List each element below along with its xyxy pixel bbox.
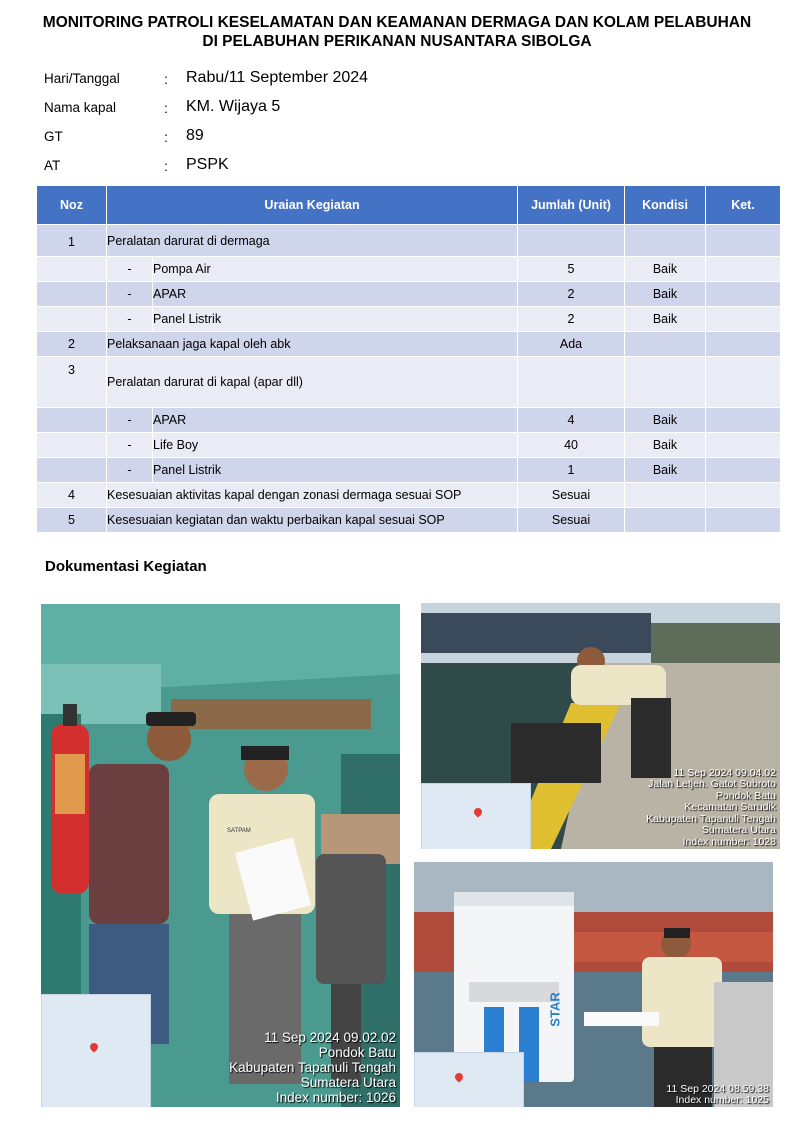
header-uraian: Uraian Kegiatan <box>107 186 518 225</box>
cell-ket <box>706 307 781 332</box>
stamp-street: Jalan Letjen. Gatot Subroto <box>648 778 776 790</box>
cell-jumlah <box>518 357 625 408</box>
cell-no: 3 <box>37 357 107 408</box>
info-colon: : <box>164 129 168 145</box>
info-label: Nama kapal <box>44 100 117 115</box>
cell-jumlah <box>518 225 625 257</box>
table-row <box>37 257 781 282</box>
info-label: Hari/Tanggal <box>44 71 120 86</box>
cell-item: Panel Listrik <box>153 458 518 483</box>
cell-jumlah: 1 <box>518 458 625 483</box>
cell-item: Kesesuaian kegiatan dan waktu perbaikan kapal sesuai SOP <box>107 508 518 533</box>
cell-jumlah: Sesuai <box>518 508 625 533</box>
monitoring-table <box>36 185 781 533</box>
cell-item: Pelaksanaan jaga kapal oleh abk <box>107 332 518 357</box>
cell-ket <box>706 357 781 408</box>
cell-item: Life Boy <box>153 433 518 458</box>
stamp-regency: Kabupaten Tapanuli Tengah <box>646 812 776 825</box>
table-row <box>37 357 781 408</box>
title-line-1: MONITORING PATROLI KESELAMATAN DAN KEAMANAN DERMAGA DAN KOLAM PELABUHAN <box>42 14 752 31</box>
stamp-province: Sumatera Utara <box>300 1075 396 1090</box>
cell-ket <box>706 282 781 307</box>
stamp-timestamp: 11 Sep 2024 09.02.02 <box>264 1030 396 1045</box>
stamp-timestamp: 11 Sep 2024 08.59.38 <box>666 1083 769 1095</box>
cell-dash: - <box>107 282 153 307</box>
table-row <box>37 282 781 307</box>
cell-no <box>37 458 107 483</box>
cell-dash: - <box>107 458 153 483</box>
cell-ket <box>706 433 781 458</box>
location-minimap <box>414 1052 524 1107</box>
info-value: PSPK <box>186 156 229 173</box>
info-value: Rabu/11 September 2024 <box>186 69 369 86</box>
cell-kondisi <box>625 483 706 508</box>
cell-no <box>37 408 107 433</box>
officer-badge: SATPAM <box>227 828 251 834</box>
table-row <box>37 332 781 357</box>
cell-jumlah: 4 <box>518 408 625 433</box>
photo-stamp <box>646 768 776 849</box>
cell-no: 2 <box>37 332 107 357</box>
table-row <box>37 408 781 433</box>
cell-ket <box>706 225 781 257</box>
title-line-2: DI PELABUHAN PERIKANAN NUSANTARA SIBOLGA <box>202 33 592 50</box>
info-value: 89 <box>186 127 204 144</box>
cell-jumlah: 5 <box>518 257 625 282</box>
photo-ship-cabin <box>41 604 400 1107</box>
document-title <box>0 13 794 51</box>
cell-kondisi: Baik <box>625 458 706 483</box>
photo-power-station <box>414 862 773 1107</box>
location-pin-icon <box>472 806 483 817</box>
cell-no: 4 <box>37 483 107 508</box>
stamp-index: Index number: 1026 <box>275 1090 396 1105</box>
documentation-heading: Dokumentasi Kegiatan <box>45 558 207 575</box>
cell-jumlah: 2 <box>518 282 625 307</box>
info-colon: : <box>164 100 168 116</box>
cell-ket <box>706 257 781 282</box>
cell-item: Peralatan darurat di kapal (apar dll) <box>107 357 518 408</box>
cell-no <box>37 282 107 307</box>
stamp-province: Sumatera Utara <box>701 824 776 836</box>
cell-kondisi: Baik <box>625 408 706 433</box>
cell-no <box>37 307 107 332</box>
cell-ket <box>706 458 781 483</box>
stamp-place: Pondok Batu <box>318 1045 396 1060</box>
stamp-district: Kabupaten Tapanuli Tengah <box>229 1060 396 1075</box>
table-row <box>37 458 781 483</box>
info-label: AT <box>44 158 61 173</box>
cell-no: 1 <box>37 225 107 257</box>
cell-kondisi: Baik <box>625 433 706 458</box>
photo-dock-panel <box>421 603 780 849</box>
location-pin-icon <box>88 1041 99 1052</box>
stamp-place: Pondok Batu <box>715 789 776 802</box>
cell-kondisi: Baik <box>625 307 706 332</box>
header-ket: Ket. <box>706 186 781 225</box>
cell-ket <box>706 483 781 508</box>
table-row <box>37 225 781 257</box>
cell-kondisi <box>625 225 706 257</box>
cell-kondisi: Baik <box>625 257 706 282</box>
cell-item: Peralatan darurat di dermaga <box>107 225 518 257</box>
cell-jumlah: 40 <box>518 433 625 458</box>
table-row <box>37 483 781 508</box>
cell-item: APAR <box>153 408 518 433</box>
table-row <box>37 508 781 533</box>
stamp-index: Index number: 1025 <box>675 1094 769 1106</box>
cell-dash: - <box>107 433 153 458</box>
location-minimap <box>41 994 151 1107</box>
cell-kondisi: Baik <box>625 282 706 307</box>
table-header-row <box>37 186 781 225</box>
info-label: GT <box>44 129 63 144</box>
cell-kondisi <box>625 332 706 357</box>
cell-item: APAR <box>153 282 518 307</box>
cell-kondisi <box>625 508 706 533</box>
cell-dash: - <box>107 257 153 282</box>
stamp-timestamp: 11 Sep 2024 09.04.02 <box>673 766 776 779</box>
photo-stamp <box>666 1084 769 1106</box>
cell-item: Kesesuaian aktivitas kapal dengan zonasi dermaga sesuai SOP <box>107 483 518 508</box>
location-minimap <box>421 783 531 849</box>
header-jumlah: Jumlah (Unit) <box>518 186 625 225</box>
info-colon: : <box>164 158 168 174</box>
info-value: KM. Wijaya 5 <box>186 98 281 115</box>
stamp-district: Kecamatan Sarudik <box>684 801 776 813</box>
cell-no <box>37 433 107 458</box>
cell-ket <box>706 332 781 357</box>
stamp-index: Index number: 1028 <box>682 835 776 848</box>
cell-dash: - <box>107 408 153 433</box>
location-pin-icon <box>453 1071 464 1082</box>
header-kondisi: Kondisi <box>625 186 706 225</box>
cell-jumlah: Ada <box>518 332 625 357</box>
cell-kondisi <box>625 357 706 408</box>
cell-jumlah: Sesuai <box>518 483 625 508</box>
cell-ket <box>706 408 781 433</box>
header-no: Noz <box>37 186 107 225</box>
info-colon: : <box>164 71 168 87</box>
cell-jumlah: 2 <box>518 307 625 332</box>
cell-dash: - <box>107 307 153 332</box>
table-row <box>37 307 781 332</box>
cell-item: Panel Listrik <box>153 307 518 332</box>
cell-no: 5 <box>37 508 107 533</box>
table-row <box>37 433 781 458</box>
cell-no <box>37 257 107 282</box>
cell-ket <box>706 508 781 533</box>
station-sign: STAR <box>547 992 563 1027</box>
cell-item: Pompa Air <box>153 257 518 282</box>
photo-stamp <box>229 1030 396 1105</box>
